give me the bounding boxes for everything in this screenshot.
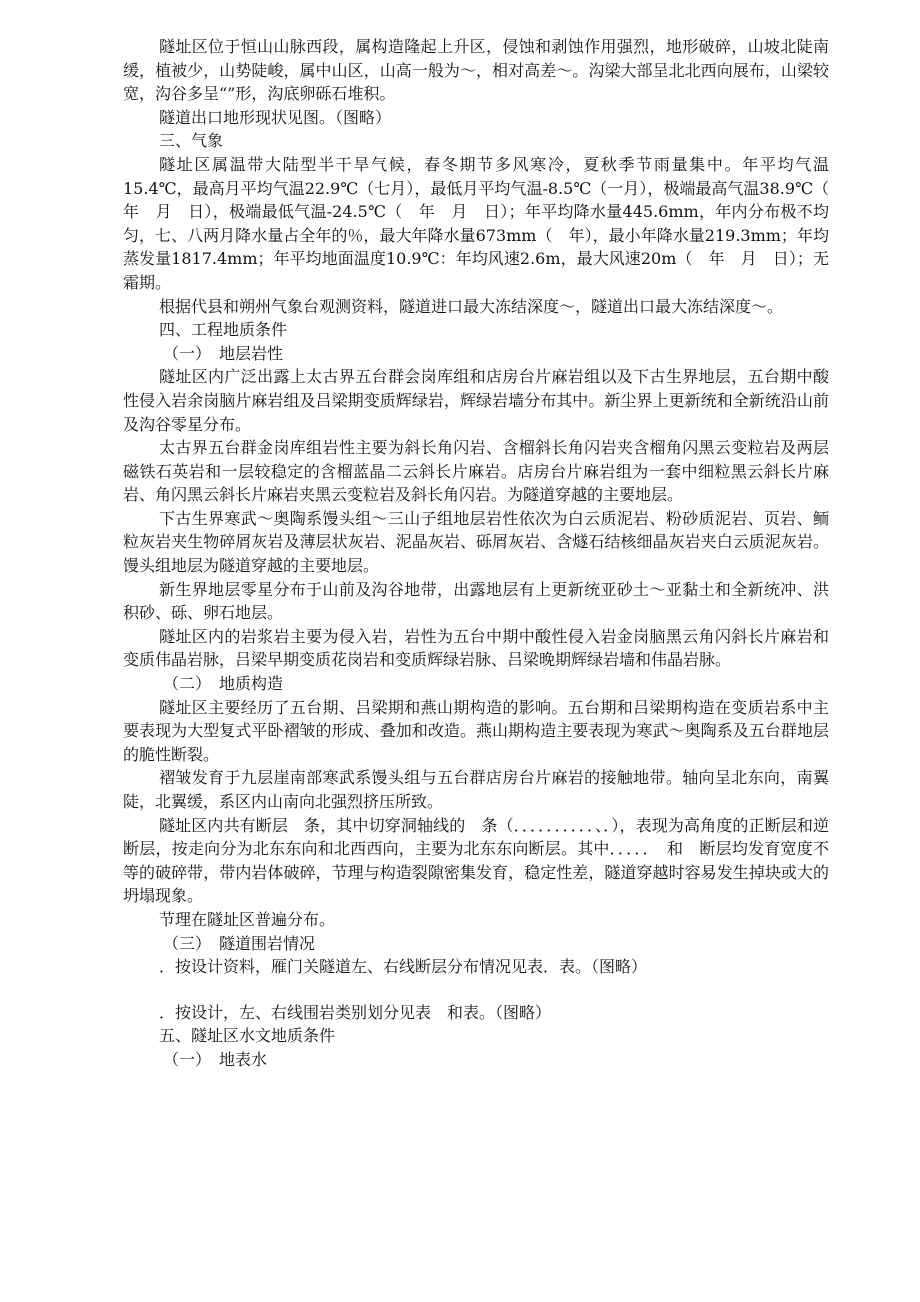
paragraph-faults: 隧址区内共有断层 条，其中切穿洞轴线的 条（．．．．．．．．．．、．），表现为高角度的正断层和逆断层，按走向分为北东东向和北西西向，主要为北东东向断层。其中．．．．． 和 断层均发育宽度不等的破碎带，带内岩体破碎，节理与构造裂隙密集发育，稳定性差，隧道穿越时容易发生掉块或大的坍塌现象。 [123, 815, 829, 906]
paragraph-tectonics: 隧址区主要经历了五台期、吕梁期和燕山期构造的影响。五台期和吕梁期构造在变质岩系中主要表现为大型复式平卧褶皱的形成、叠加和改造。燕山期构造主要表现为寒武～奥陶系及五台群地层的脆性断裂。 [123, 697, 829, 764]
subsection-heading-lithology: （一） 地层岩性 [163, 343, 284, 363]
paragraph-joints: 节理在隧址区普遍分布。 [159, 909, 336, 929]
paragraph-climate: 隧址区属温带大陆型半干旱气候，春冬期节多风寒冷，夏秋季节雨量集中。年平均气温15.4℃，最高月平均气温22.9℃（七月），最低月平均气温-8.5℃（一月），极端最高气温38.9℃（ 年 月 日），极端最低气温-24.5℃（ 年 月 日）；年平均降水量445.6mm，年内分布极不均匀，七、八两月降水量占全年的％，最大年降水量673mm（ 年），最小年降水量219.3mm；年均蒸发量1817.4mm；年平均地面温度10.9℃：年均风速2.6m，最大风速20m（ 年 月 日）；无霜期。 [123, 154, 846, 292]
paragraph-terrain: 隧址区位于恒山山脉西段，属构造隆起上升区，侵蚀和剥蚀作用强烈，地形破碎，山坡北陡南缓，植被少，山势陡峻，属中山区，山高一般为～，相对高差～。沟梁大部呈北北西向展布，山梁较宽，沟谷多呈“”形，沟底卵砾石堆积。 [123, 37, 829, 104]
paragraph-paleozoic: 下古生界寒武～奥陶系馒头组～三山子组地层岩性依次为白云质泥岩、粉砂质泥岩、页岩、鲕粒灰岩夹生物碎屑灰岩及薄层状灰岩、泥晶灰岩、砾屑灰岩、含燧石结核细晶灰岩夹白云质泥灰岩。馒头组地层为隧道穿越的主要地层。 [123, 508, 829, 576]
blank-line [123, 979, 829, 1001]
subsection-heading-surrounding-rock: （三） 隧道围岩情况 [163, 933, 316, 953]
paragraph-exit-terrain: 隧道出口地形现状见图。（图略） [159, 107, 392, 127]
paragraph-archean: 太古界五台群金岗库组岩性主要为斜长角闪岩、含榴斜长角闪岩夹含榴角闪黑云变粒岩及两层磁铁石英岩和一层较稳定的含榴蓝晶二云斜长片麻岩。店房台片麻岩组为一套中细粒黑云斜长片麻岩、角闪黑云斜长片麻岩夹黑云变粒岩及斜长角闪岩。为隧道穿越的主要地层。 [123, 438, 829, 505]
paragraph-fault-table-ref: ．按设计资料，雁门关隧道左、右线断层分布情况见表．表。（图略） [159, 957, 648, 977]
subsection-heading-surface-water: （一） 地表水 [163, 1049, 268, 1069]
paragraph-rock-class-table-ref: ．按设计，左、右线围岩类别划分见表 和表。（图略） [159, 1002, 552, 1022]
document-body [123, 35, 846, 1072]
paragraph-cenozoic: 新生界地层零星分布于山前及沟谷地带，出露地层有上更新统亚砂土～亚黏土和全新统冲、洪积砂、砾、卵石地层。 [123, 579, 829, 623]
paragraph-folds: 褶皱发育于九层崖南部寒武系馒头组与五台群店房台片麻岩的接触地带。轴向呈北东向，南翼陡，北翼缓，系区内山南向北强烈挤压所致。 [123, 768, 829, 811]
paragraph-magmatic-rock: 隧址区内的岩浆岩主要为侵入岩，岩性为五台中期中酸性侵入岩金岗脑黑云角闪斜长片麻岩和变质伟晶岩脉，吕梁早期变质花岗岩和变质辉绿岩脉、吕梁晚期辉绿岩墙和伟晶岩脉。 [123, 626, 829, 670]
section-heading-climate: 三、气象 [159, 131, 224, 151]
section-heading-geology: 四、工程地质条件 [159, 320, 288, 340]
section-heading-hydrogeology: 五、隧址区水文地质条件 [159, 1026, 336, 1046]
paragraph-frost-depth: 根据代县和朔州气象台观测资料，隧道进口最大冻结深度～，隧道出口最大冻结深度～。 [159, 296, 784, 316]
subsection-heading-structure: （二） 地质构造 [163, 674, 284, 694]
paragraph-lithology-overview: 隧址区内广泛出露上太古界五台群会岗库组和店房台片麻岩组以及下古生界地层，五台期中酸性侵入岩余岗脑片麻岩组及吕梁期变质辉绿岩，辉绿岩墙分布其中。新尘界上更新统和全新统沿山前及沟谷零星分布。 [123, 367, 829, 434]
